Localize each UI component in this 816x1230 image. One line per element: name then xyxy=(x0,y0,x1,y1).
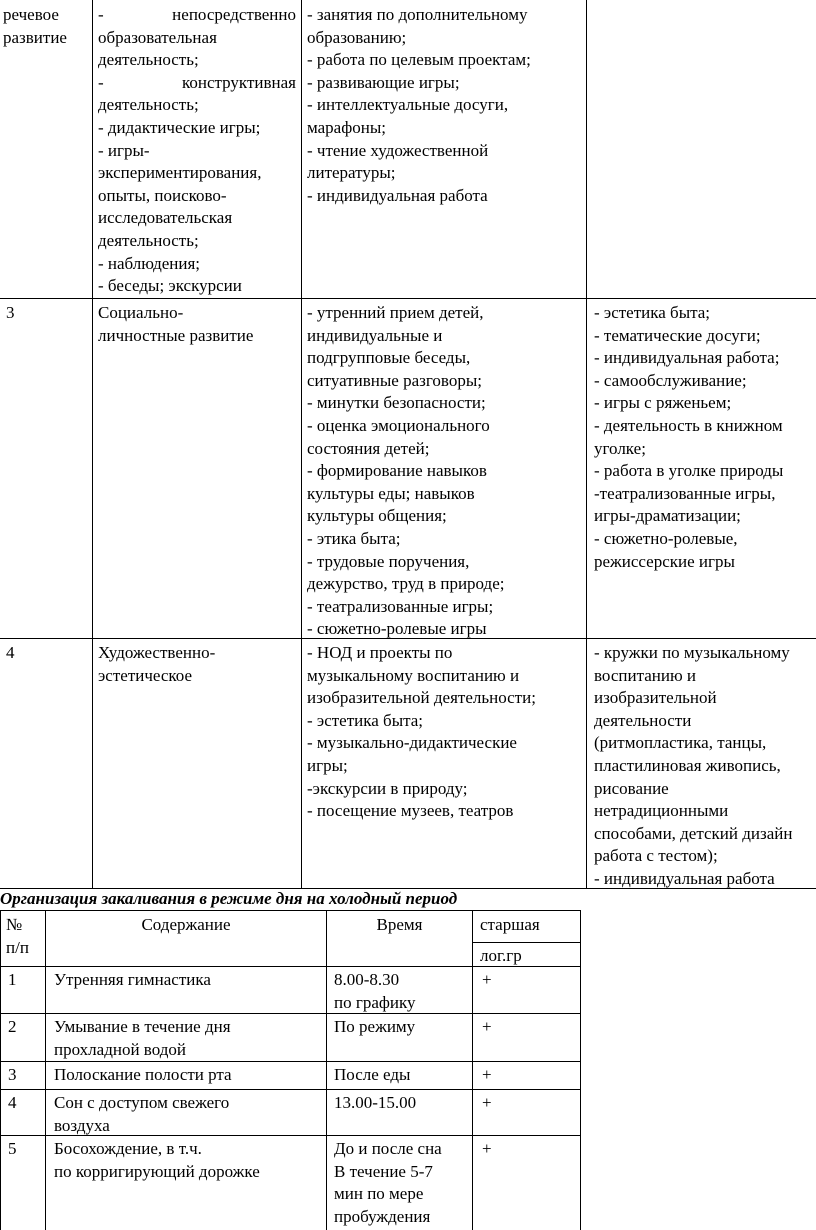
header-group-label: лог.гр xyxy=(480,946,522,965)
hardening-row-1-content xyxy=(54,969,324,992)
cell-line: состояния детей; xyxy=(307,438,430,458)
cell-line: деятельность; xyxy=(98,50,199,70)
row-4-area-cell xyxy=(98,642,296,687)
cell-line: - НОД и проекты по xyxy=(307,643,453,662)
cell-line: - минутки безопасности; xyxy=(307,393,486,413)
cell-line: исследовательская xyxy=(98,208,233,228)
table-border xyxy=(0,1089,581,1090)
hardening-row-2-content xyxy=(54,1016,324,1061)
cell-line: уголке; xyxy=(594,438,646,458)
hardening-row-3-num xyxy=(8,1064,44,1087)
hardening-row-5-num xyxy=(8,1138,44,1161)
cell-line: культуры еды; навыков xyxy=(307,483,475,503)
cell-line: эстетическое xyxy=(98,665,193,685)
cell-line: Социально- xyxy=(98,303,184,322)
cell-line: деятельность; xyxy=(98,95,199,115)
cell-line: образованию; xyxy=(307,27,407,47)
cell-line: -театрализованные игры, xyxy=(594,483,776,503)
table-border xyxy=(586,0,587,889)
row-speech-num-line: речевое xyxy=(3,5,59,24)
hardening-row-3-time xyxy=(334,1064,470,1087)
cell-line: - игры- xyxy=(98,140,150,160)
row-speech-area-cell xyxy=(98,4,296,298)
header-group-top xyxy=(480,914,580,937)
header-num-line: п/п xyxy=(6,937,29,957)
row-speech-num-line: развитие xyxy=(3,27,67,47)
cell-line: ситуативные разговоры; xyxy=(307,370,482,390)
row-3-num-cell xyxy=(6,302,86,325)
cell-line: - деятельность в книжном xyxy=(594,415,783,435)
cell-line-part: непосредственно xyxy=(172,5,296,24)
cell-line: пробуждения xyxy=(334,1206,431,1226)
cell-line: работа с тестом); xyxy=(594,846,718,866)
hardening-row-2-time xyxy=(334,1016,470,1039)
table-border xyxy=(0,298,816,299)
table-border xyxy=(580,910,581,1230)
table-border xyxy=(326,910,327,1230)
cell-line: - тематические досуги; xyxy=(594,325,761,345)
table-border xyxy=(301,0,302,889)
cell-line: - посещение музеев, театров xyxy=(307,801,514,821)
cell-line: изобразительной деятельности; xyxy=(307,688,536,708)
cell-line: - занятия по дополнительному xyxy=(307,5,528,24)
table-border xyxy=(0,910,581,911)
cell-line: - эстетика быта; xyxy=(594,303,711,322)
row-4-col4-cell xyxy=(594,642,816,891)
cell-line: - индивидуальная работа; xyxy=(594,348,780,368)
table-border xyxy=(472,942,581,943)
cell-line: - дидактические игры; xyxy=(98,117,261,137)
cell-line: - работа по целевым проектам; xyxy=(307,50,531,70)
header-time xyxy=(327,914,472,937)
cell-line: В течение 5-7 xyxy=(334,1161,433,1181)
check-mark: + xyxy=(482,1093,492,1112)
hardening-row-1-mark xyxy=(482,969,578,992)
cell-line: нетрадиционными xyxy=(594,801,729,821)
cell-line: дежурство, труд в природе; xyxy=(307,574,505,594)
hardening-row-5-mark xyxy=(482,1138,578,1161)
cell-line: - этика быта; xyxy=(307,528,401,548)
cell-line: способами, детский дизайн xyxy=(594,823,793,843)
row-4-num-cell xyxy=(6,642,86,665)
cell-line: воспитанию и xyxy=(594,665,696,685)
hardening-row-1-num xyxy=(8,969,44,992)
cell-line: опыты, поисково- xyxy=(98,185,227,205)
cell-line: образовательная xyxy=(98,27,217,47)
cell-line: музыкальному воспитанию и xyxy=(307,665,520,685)
header-num-line: № xyxy=(6,915,23,934)
hardening-row-3-content xyxy=(54,1064,324,1087)
cell-line: воздуха xyxy=(54,1115,110,1135)
cell-line: - утренний прием детей, xyxy=(307,303,484,322)
cell-line: - музыкально-дидактические xyxy=(307,733,517,753)
cell-line: - наблюдения; xyxy=(98,253,201,273)
cell-line: изобразительной xyxy=(594,688,717,708)
cell-line: 13.00-15.00 xyxy=(334,1093,417,1112)
cell-line: рисование xyxy=(594,778,669,798)
cell-line: - работа в уголке природы xyxy=(594,461,784,481)
cell-line: - игры с ряженьем; xyxy=(594,393,732,413)
table-border xyxy=(45,910,46,1230)
row-3-col3-cell xyxy=(307,302,585,641)
hardening-row-3-mark xyxy=(482,1064,578,1087)
cell-line: по корригирующий дорожке xyxy=(54,1161,260,1181)
cell-line: пластилиновая живопись, xyxy=(594,755,781,775)
row-4-col3-cell xyxy=(307,642,585,823)
cell-line: подгрупповые беседы, xyxy=(307,348,471,368)
header-group-bottom xyxy=(480,945,580,968)
cell-line: деятельность; xyxy=(98,230,199,250)
cell-line-part: - xyxy=(98,5,104,24)
check-mark: + xyxy=(482,1017,492,1036)
row-number: 3 xyxy=(8,1065,17,1084)
row-3-area-cell xyxy=(98,302,296,347)
header-time-label: Время xyxy=(376,915,423,934)
cell-line: - индивидуальная работа xyxy=(307,185,488,205)
cell-line: - индивидуальная работа xyxy=(594,868,775,888)
table-border xyxy=(0,1013,581,1014)
cell-line: Умывание в течение дня xyxy=(54,1017,231,1036)
row-number: 1 xyxy=(8,970,17,989)
cell-line: - беседы; экскурсии xyxy=(98,276,242,296)
check-mark: + xyxy=(482,1139,492,1158)
cell-line-part: конструктивная xyxy=(181,72,296,92)
cell-line: Утренняя гимнастика xyxy=(54,970,211,989)
header-num xyxy=(6,914,44,959)
cell-line: - интеллектуальные досуги, xyxy=(307,95,509,115)
hardening-row-1-time xyxy=(334,969,470,1014)
cell-line: - сюжетно-ролевые игры xyxy=(307,619,487,639)
cell-line: игры-драматизации; xyxy=(594,506,741,526)
cell-line: экспериментирования, xyxy=(98,163,262,183)
cell-line: До и после сна xyxy=(334,1139,442,1158)
row-speech-num-cell xyxy=(3,4,91,49)
section-title: Организация закаливания в режиме дня на холодный период xyxy=(0,889,458,908)
row-speech-col3-cell xyxy=(307,4,585,207)
cell-line: литературы; xyxy=(307,163,396,183)
cell-line: игры; xyxy=(307,755,348,775)
cell-line: 8.00-8.30 xyxy=(334,970,400,989)
cell-line: мин по мере xyxy=(334,1184,424,1204)
cell-line: прохладной водой xyxy=(54,1039,186,1059)
hardening-row-2-num xyxy=(8,1016,44,1039)
cell-line: режиссерские игры xyxy=(594,551,735,571)
header-content-label: Содержание xyxy=(141,915,231,934)
check-mark: + xyxy=(482,970,492,989)
hardening-row-4-time xyxy=(334,1092,470,1115)
cell-line: индивидуальные и xyxy=(307,325,443,345)
cell-line: личностные развитие xyxy=(98,325,254,345)
row-number: 2 xyxy=(8,1017,17,1036)
table-border xyxy=(472,910,473,1230)
hardening-row-2-mark xyxy=(482,1016,578,1039)
row-number: 4 xyxy=(6,643,15,662)
cell-line xyxy=(98,4,296,27)
table-border xyxy=(92,0,93,889)
cell-line: - чтение художественной xyxy=(307,140,489,160)
hardening-row-5-time xyxy=(334,1138,470,1228)
row-3-col4-cell xyxy=(594,302,816,573)
row-number: 4 xyxy=(8,1093,17,1112)
cell-line-part: - xyxy=(98,72,104,92)
cell-line: - трудовые поручения, xyxy=(307,551,470,571)
cell-line: - театрализованные игры; xyxy=(307,596,494,616)
hardening-row-5-content xyxy=(54,1138,324,1183)
check-mark: + xyxy=(482,1065,492,1084)
cell-line: марафоны; xyxy=(307,117,386,137)
cell-line: деятельности xyxy=(594,710,692,730)
hardening-row-4-content xyxy=(54,1092,324,1137)
header-group-label: старшая xyxy=(480,915,540,934)
cell-line: По режиму xyxy=(334,1017,416,1036)
cell-line: -экскурсии в природу; xyxy=(307,778,468,798)
cell-line: Босохождение, в т.ч. xyxy=(54,1139,202,1158)
hardening-row-4-mark xyxy=(482,1092,578,1115)
hardening-row-4-num xyxy=(8,1092,44,1115)
cell-line: Полоскание полости рта xyxy=(54,1065,232,1084)
cell-line: - оценка эмоционального xyxy=(307,415,490,435)
cell-line: - самообслуживание; xyxy=(594,370,747,390)
cell-line: культуры общения; xyxy=(307,506,447,526)
cell-line: - эстетика быта; xyxy=(307,710,424,730)
cell-line: (ритмопластика, танцы, xyxy=(594,733,767,753)
row-number: 5 xyxy=(8,1139,17,1158)
cell-line: - формирование навыков xyxy=(307,461,487,481)
row-number: 3 xyxy=(6,303,15,322)
cell-line: После еды xyxy=(334,1065,411,1084)
cell-line xyxy=(98,72,296,95)
header-content xyxy=(46,914,326,937)
cell-line: Сон с доступом свежего xyxy=(54,1093,230,1112)
cell-line: - сюжетно-ролевые, xyxy=(594,528,738,548)
cell-line: Художественно- xyxy=(98,643,216,662)
cell-line: - кружки по музыкальному xyxy=(594,643,790,662)
cell-line: - развивающие игры; xyxy=(307,72,460,92)
table-border xyxy=(0,910,1,1230)
cell-line: по графику xyxy=(334,992,416,1012)
